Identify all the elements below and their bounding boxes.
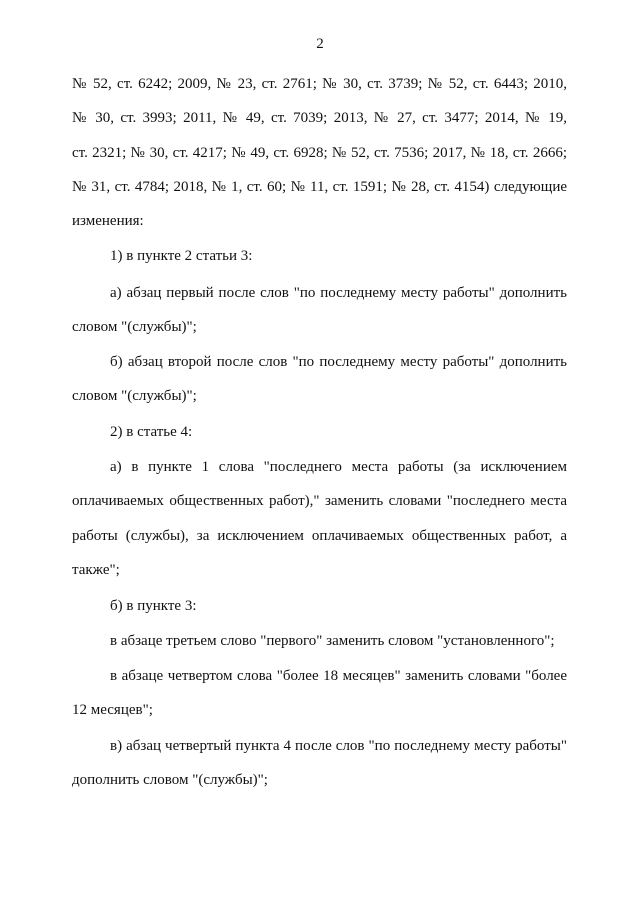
text-line-14: работы (службы), за исключением оплачиваемых общественных работ, а (72, 528, 567, 544)
text-line-19: 12 месяцев"; (72, 702, 153, 718)
text-line-17: в абзаце третьем слово "первого" заменить словом "установленного"; (110, 633, 555, 649)
text-line-2: № 30, ст. 3993; 2011, № 49, ст. 7039; 2013, № 27, ст. 3477; 2014, № 19, (72, 110, 567, 126)
text-line-1: № 52, ст. 6242; 2009, № 23, ст. 2761; № 30, ст. 3739; № 52, ст. 6443; 2010, (72, 76, 567, 92)
page-number: 2 (316, 36, 324, 52)
text-line-13: оплачиваемых общественных работ)," заменить словами "последнего места (72, 493, 567, 509)
text-line-18: в абзаце четвертом слова "более 18 месяцев" заменить словами "более (110, 668, 567, 684)
text-line-10: словом "(службы)"; (72, 388, 197, 404)
text-line-15: также"; (72, 562, 120, 578)
text-line-4: № 31, ст. 4784; 2018, № 1, ст. 60; № 11, ст. 1591; № 28, ст. 4154) следующие (72, 179, 567, 195)
text-line-21: дополнить словом "(службы)"; (72, 772, 268, 788)
text-line-20: в) абзац четвертый пункта 4 после слов "по последнему месту работы" (110, 738, 567, 754)
text-line-5: изменения: (72, 213, 144, 229)
text-line-9: б) абзац второй после слов "по последнему месту работы" дополнить (110, 354, 567, 370)
text-line-7: а) абзац первый после слов "по последнему месту работы" дополнить (110, 285, 567, 301)
text-line-11: 2) в статье 4: (110, 424, 193, 440)
text-line-8: словом "(службы)"; (72, 319, 197, 335)
text-line-6: 1) в пункте 2 статьи 3: (110, 248, 253, 264)
text-line-3: ст. 2321; № 30, ст. 4217; № 49, ст. 6928; № 52, ст. 7536; 2017, № 18, ст. 2666; (72, 145, 567, 161)
text-line-12: а) в пункте 1 слова "последнего места работы (за исключением (110, 459, 567, 475)
text-line-16: б) в пункте 3: (110, 598, 197, 614)
